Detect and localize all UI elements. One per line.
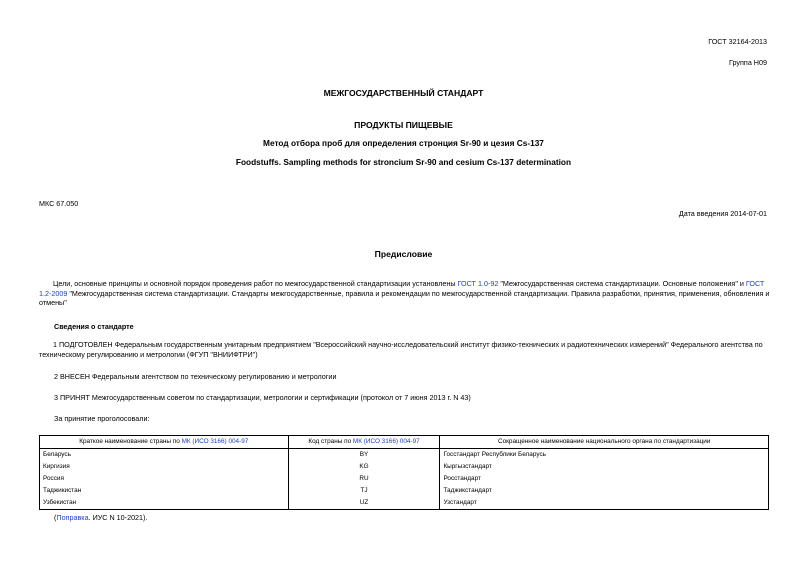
amendment-link[interactable]: Поправка <box>56 513 89 522</box>
table-row <box>40 461 769 473</box>
document-number: ГОСТ 32164-2013 <box>708 37 767 46</box>
gost-1-0-92-link[interactable]: ГОСТ 1.0-92 <box>457 279 499 288</box>
table-row <box>40 449 769 462</box>
country-code-cell: RU <box>288 473 440 485</box>
standards-body-cell: Кыргызстандарт <box>440 461 769 473</box>
standards-body-cell: Росстандарт <box>440 473 769 485</box>
country-code-cell: KG <box>288 461 440 473</box>
column-header-text: Краткое наименование страны по <box>79 438 182 446</box>
intro-text-part: "Межгосударственная система стандартизации. Основные положения" и <box>498 279 746 288</box>
column-header-text: Код страны по <box>308 438 353 446</box>
country-code-cell: TJ <box>288 485 440 497</box>
country-cell: Россия <box>40 473 289 485</box>
standards-body-cell: Узстандарт <box>440 497 769 510</box>
intro-text-part: "Межгосударственная система стандартизации. Стандарты межгосударственные, правила и рекомендации по межгосударственной стандартизации. Правила разработки, принятия, применения, обновления и отмены" <box>39 288 770 308</box>
mks-code: МКС 67.050 <box>39 199 79 208</box>
amendment-note <box>54 513 147 523</box>
voting-countries-table <box>39 435 769 510</box>
voted-label: За принятие проголосовали: <box>54 414 150 423</box>
country-code-cell: UZ <box>288 497 440 510</box>
amendment-text-part: ( <box>54 513 57 522</box>
standard-info-heading: Сведения о стандарте <box>54 322 134 331</box>
standard-type-heading: МЕЖГОСУДАРСТВЕННЫЙ СТАНДАРТ <box>323 88 484 98</box>
intro-text-part: Цели, основные принципы и основной порядок проведения работ по межгосударственной стандартизации установлены <box>53 279 458 288</box>
country-cell: Таджикистан <box>40 485 289 497</box>
country-cell: Беларусь <box>40 449 289 462</box>
table-row <box>40 485 769 497</box>
subtitle-russian: Метод отбора проб для определения стронция Sr-90 и цезия Cs-137 <box>263 138 544 148</box>
column-header-country <box>40 436 289 449</box>
prepared-by-item: 1 ПОДГОТОВЛЕН Федеральным государственным унитарным предприятием "Всероссийский научно-исследовательский институт физико-технических и радиотехнических измерений" Федерального агентства по техническому регулированию и метрологии (ФГУП "ВНИИФТРИ") <box>39 340 763 359</box>
column-header-body: Сокращенное наименование национального органа по стандартизации <box>440 436 769 449</box>
country-code-cell: BY <box>288 449 440 462</box>
preface-heading: Предисловие <box>374 249 433 259</box>
preface-intro-paragraph <box>39 279 770 308</box>
table-header-row <box>40 436 769 449</box>
country-cell: Узбекистан <box>40 497 289 510</box>
effective-date: Дата введения 2014-07-01 <box>678 209 767 218</box>
mk-iso-3166-link[interactable]: МК (ИСО 3166) 004-97 <box>181 438 249 446</box>
column-header-code <box>288 436 440 449</box>
adopted-by-item: 3 ПРИНЯТ Межгосударственным советом по стандартизации, метрологии и сертификации (протокол от 7 июня 2013 г. N 43) <box>54 393 471 402</box>
amendment-text-part: . ИУС N 10-2021). <box>88 513 148 522</box>
country-cell: Киргизия <box>40 461 289 473</box>
standards-body-cell: Таджикстандарт <box>440 485 769 497</box>
gost-1-2-2009-link[interactable]: ГОСТ 1.2-2009 <box>39 279 765 298</box>
table-row <box>40 497 769 510</box>
subtitle-english: Foodstuffs. Sampling methods for stroncium Sr-90 and cesium Cs-137 determination <box>235 157 572 167</box>
document-title: ПРОДУКТЫ ПИЩЕВЫЕ <box>354 120 453 130</box>
submitted-by-item: 2 ВНЕСЕН Федеральным агентством по техническому регулированию и метрологии <box>54 372 337 381</box>
group-code: Группа Н09 <box>729 58 767 67</box>
standards-body-cell: Госстандарт Республики Беларусь <box>440 449 769 462</box>
table-row <box>40 473 769 485</box>
mk-iso-3166-link[interactable]: МК (ИСО 3166) 004-97 <box>352 438 420 446</box>
